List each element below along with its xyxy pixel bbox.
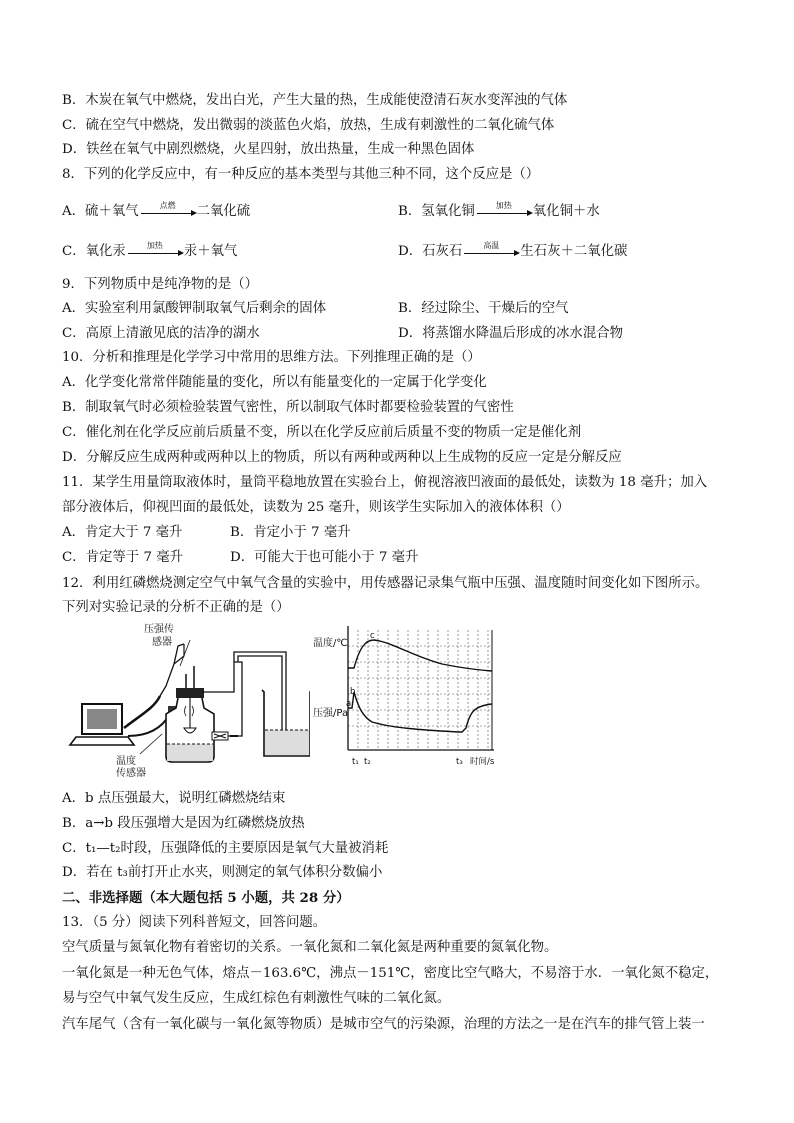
q8-option-b <box>398 203 600 221</box>
reaction-condition: 高温 <box>483 241 500 250</box>
q9-option-b: B．经过除尘、干燥后的空气 <box>398 301 569 316</box>
q11-option-b: B．肯定小于 7 毫升 <box>230 525 351 540</box>
q8-b-products: 氧化铜＋水 <box>532 204 600 219</box>
point-b-label: b <box>350 687 356 697</box>
q12-stem-line2: 下列对实验记录的分析不正确的是（） <box>62 600 290 615</box>
t2-label: t₂ <box>364 757 371 767</box>
temp-sensor-label-1: 温度 <box>116 756 136 767</box>
q7-option-d: D．铁丝在氧气中剧烈燃烧，火星四射，放出热量，生成一种黑色固体 <box>62 142 475 157</box>
q8-b-reactants: B．氢氧化铜 <box>398 204 475 219</box>
q12-option-b: B．a→b 段压强增大是因为红磷燃烧放热 <box>62 816 305 831</box>
q7-option-b: B．木炭在氧气中燃烧，发出白光，产生大量的热，生成能使澄清石灰水变浑浊的气体 <box>62 93 568 108</box>
reaction-arrow <box>462 243 520 261</box>
q11-option-d: D．可能大于也可能小于 7 毫升 <box>230 550 419 565</box>
reaction-condition: 点燃 <box>159 201 176 210</box>
q10-option-d: D．分解反应生成两种或两种以上的物质，所以有两种或两种以上生成物的反应一定是分解反应 <box>62 450 622 465</box>
q9-option-d: D．将蒸馏水降温后形成的冰水混合物 <box>398 326 623 341</box>
q10-stem: 10．分析和推理是化学学习中常用的思维方法。下列推理正确的是（） <box>62 350 481 365</box>
gas-bottle-icon <box>166 666 214 762</box>
q11-stem-line1: 11．某学生用量筒取液体时，量筒平稳地放置在实验台上，俯视溶液凹液面的最低处，读数为 18 毫升；加入 <box>62 475 708 490</box>
reaction-arrow <box>139 203 197 221</box>
passage-paragraph-3: 汽车尾气（含有一氧化碳与一氧化氮等物质）是城市空气的污染源，治理的方法之一是在汽车的排气管上装一 <box>62 1017 705 1032</box>
q11-option-c: C．肯定等于 7 毫升 <box>62 550 184 565</box>
q8-d-products: 生石灰＋二氧化碳 <box>520 244 628 259</box>
computer-icon <box>70 704 134 745</box>
t3-label: t₃ <box>456 757 463 767</box>
q8-option-a <box>62 203 250 221</box>
q8-option-d <box>398 243 627 261</box>
q9-option-a: A．实验室利用氯酸钾制取氧气后剩余的固体 <box>62 301 327 316</box>
pressure-sensor-label-1: 压强传 <box>144 624 174 635</box>
time-axis-label: 时间/s <box>470 757 495 767</box>
section-2-heading: 二、非选择题（本大题包括 5 小题，共 28 分） <box>62 890 350 906</box>
pressure-sensor-label-2: 感器 <box>152 637 172 648</box>
q8-c-products: 汞＋氧气 <box>183 244 238 259</box>
experiment-diagram <box>62 616 502 784</box>
temperature-axis-label: 温度/℃ <box>313 638 348 649</box>
q10-option-a: A．化学变化常常伴随能量的变化，所以有能量变化的一定属于化学变化 <box>62 375 487 390</box>
q8-d-reactants: D．石灰石 <box>398 244 463 259</box>
q11-option-a: A．肯定大于 7 毫升 <box>62 525 183 540</box>
passage-paragraph-2-line2: 易与空气中氧气发生反应，生成红棕色有刺激性气味的二氧化氮。 <box>62 991 451 1006</box>
q8-option-c <box>62 243 237 261</box>
q12-figure <box>62 616 502 784</box>
point-a-label: a <box>346 699 352 709</box>
q9-option-c: C．高原上清澈见底的洁净的湖水 <box>62 326 260 341</box>
q12-option-c: C．t₁—t₂时段，压强降低的主要原因是氧气大量被消耗 <box>62 841 389 856</box>
q8-a-reactants: A．硫＋氧气 <box>62 204 139 219</box>
q12-option-d: D．若在 t₃前打开止水夹，则测定的氧气体积分数偏小 <box>62 865 383 880</box>
passage-paragraph-2-line1: 一氧化氮是一种无色气体，熔点－163.6℃，沸点－151℃，密度比空气略大，不易溶于水．一氧化氮不稳定， <box>62 966 719 981</box>
reaction-condition: 加热 <box>495 201 512 210</box>
temp-sensor-label-2: 传感器 <box>116 768 146 779</box>
q12-stem-line1: 12．利用红磷燃烧测定空气中氧气含量的实验中，用传感器记录集气瓶中压强、温度随时间变化如下图所示。 <box>62 576 709 591</box>
reaction-arrow <box>126 243 184 261</box>
q8-a-products: 二氧化硫 <box>196 204 251 219</box>
reaction-arrow <box>475 203 533 221</box>
q10-option-b: B．制取氧气时必须检验装置气密性，所以制取气体时都要检验装置的气密性 <box>62 400 514 415</box>
pressure-axis-label: 压强/Pa <box>313 708 349 719</box>
q7-option-c: C．硫在空气中燃烧，发出微弱的淡蓝色火焰，放热，生成有刺激性的二氧化硫气体 <box>62 118 555 133</box>
beaker-icon <box>262 690 312 756</box>
q12-option-a: A．b 点压强最大，说明红磷燃烧结束 <box>62 791 286 806</box>
q9-stem: 9．下列物质中是纯净物的是（） <box>62 277 258 292</box>
passage-paragraph-1: 空气质量与氮氧化物有着密切的关系。一氧化氮和二氧化氮是两种重要的氮氧化物。 <box>62 940 558 955</box>
q8-c-reactants: C．氧化汞 <box>62 244 126 259</box>
sensor-graph <box>310 620 498 778</box>
q8-stem: 8．下列的化学反应中，有一种反应的基本类型与其他三种不同，这个反应是（） <box>62 167 540 182</box>
q11-stem-line2: 部分液体后，仰视凹面的最低处，读数为 25 毫升，则该学生实际加入的液体体积（） <box>62 500 570 515</box>
q13-stem: 13．（5 分）阅读下列科普短文，回答问题。 <box>62 915 327 930</box>
point-c-label: c <box>370 631 375 641</box>
t1-label: t₁ <box>352 757 359 767</box>
reaction-condition: 加热 <box>146 241 163 250</box>
q10-option-c: C．催化剂在化学反应前后质量不变，所以在化学反应前后质量不变的物质一定是催化剂 <box>62 425 582 440</box>
